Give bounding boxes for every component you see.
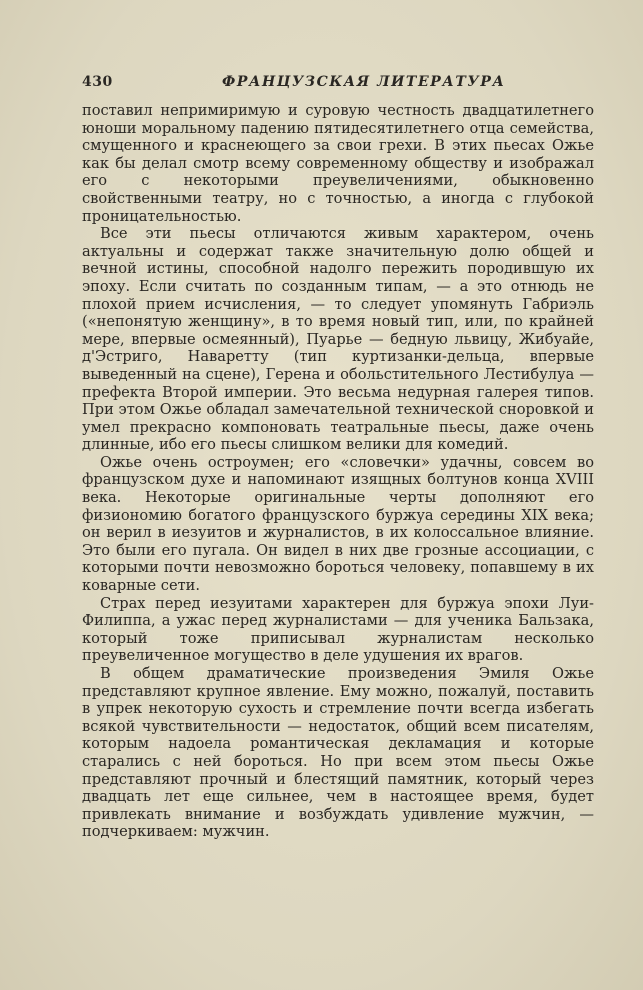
- paragraph: В общем драматические произведения Эмиля Ожье представляют крупное явление. Ему можно, пожалуй, поставить в упрек некоторую сухость и стремление почти всегда избегать всякой чувствительности — недостаток, общий всем писателям, которым надоела романтическая декламация и которые старались с ней бороться. Но при всем этом пьесы Ожье представляют прочный и блестящий памятник, который через двадцать лет еще сильнее, чем в настоящее время, будет привлекать внимание и возбуждать удивление мужчин, — подчеркиваем: мужчин.: [82, 665, 594, 841]
- paragraph-continuation: поставил непримиримую и суровую честность двадцатилетнего юноши моральному падению пятидесятилетнего отца семейства, смущенного и краснеющего за свои грехи. В этих пьесах Ожье как бы делал смотр всему современному обществу и изображал его с некоторыми преувеличениями, обыкновенно свойственными театру, но с точностью, а иногда с глубокой проницательностью.: [82, 102, 594, 225]
- page-number: 430: [82, 74, 113, 90]
- page-header: [82, 74, 582, 96]
- body-text: [82, 102, 594, 841]
- paragraph: Все эти пьесы отличаются живым характером, очень актуальны и содержат также значительную долю общей и вечной истины, способной надолго пережить породившую их эпоху. Если считать по созданным типам, — а это отнюдь не плохой прием исчисления, — то следует упомянуть Габриэль («непонятую женщину», в то время новый тип, или, по крайней мере, впервые осмеянный), Пуарье — бедную львицу, Жибуайе, д'Эстриго, Наваретту (тип куртизанки-дельца, впервые выведенный на сцене), Герена и обольстительного Лестибулуа — префекта Второй империи. Это весьма недурная галерея типов. При этом Ожье обладал замечательной технической сноровкой и умел прекрасно компоновать театральные пьесы, даже очень длинные, ибо его пьесы слишком велики для комедий.: [82, 225, 594, 454]
- paragraph: Ожье очень остроумен; его «словечки» удачны, совсем во французском духе и напоминают изящных болтунов конца XVIII века. Некоторые оригинальные черты дополняют его физиономию богатого французского буржуа середины XIX века; он верил в иезуитов и журналистов, в их колоссальное влияние. Это были его пугала. Он видел в них две грозные ассоциации, с которыми почти невозможно бороться человеку, попавшему в их коварные сети.: [82, 453, 594, 595]
- paragraph: Страх перед иезуитами характерен для буржуа эпохи Луи-Филиппа, а ужас перед журналистами — для ученика Бальзака, который тоже приписывал журналистам несколько преувеличенное могущество в деле удушения их врагов.: [82, 594, 594, 665]
- running-title: ФРАНЦУЗСКАЯ ЛИТЕРАТУРА: [222, 74, 506, 90]
